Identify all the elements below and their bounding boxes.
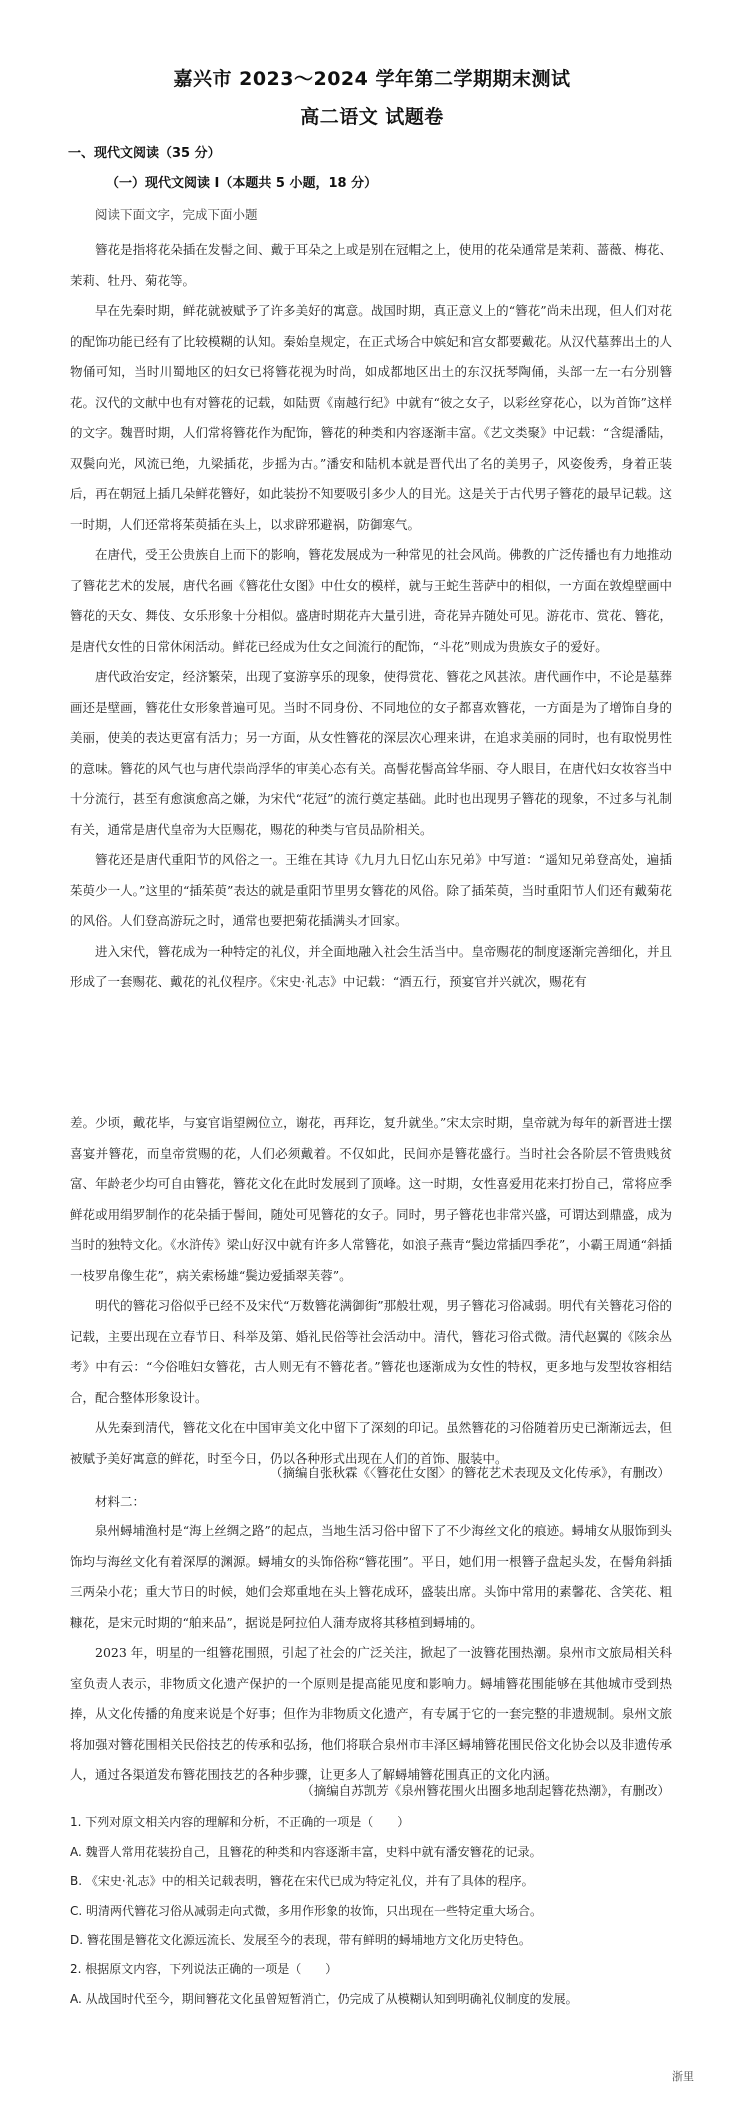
- paragraph: 从先秦到清代，簪花文化在中国审美文化中留下了深刻的印记。虽然簪花的习俗随着历史已渐渐远去，但被赋予美好寓意的鲜花，时至今日，仍以各种形式出现在人们的首饰、服装中。: [70, 1420, 672, 1466]
- material2-body: [70, 1516, 672, 1791]
- option-b[interactable]: B. 《宋史·礼志》中的相关记载表明，簪花在宋代已成为特定礼仪，并有了具体的程序。: [70, 1874, 534, 1888]
- paragraph: 簪花还是唐代重阳节的风俗之一。王维在其诗《九月九日忆山东兄弟》中写道：“遥知兄弟登高处，遍插茱萸少一人。”这里的“插茱萸”表达的就是重阳节里男女簪花的风俗。除了插茱萸，当时重阳节人们还有戴菊花的风俗。人们登高游玩之时，通常也要把菊花插满头才回家。: [70, 852, 672, 928]
- option-d[interactable]: D. 簪花围是簪花文化源远流长、发展至今的表现，带有鲜明的蟳埔地方文化历史特色。: [70, 1933, 531, 1947]
- subsection-heading: （一）现代文阅读 I（本题共 5 小题，18 分）: [106, 176, 378, 191]
- paragraph: 2023 年，明星的一组簪花围照，引起了社会的广泛关注，掀起了一波簪花围热潮。泉州市文旅局相关科室负责人表示，非物质文化遗产保护的一个原则是提高能见度和影响力。蟳埔簪花围能够在其他城市受到热捧，从文化传播的角度来说是个好事；但作为非物质文化遗产，有专属于它的一套完整的非遗规制。泉州文旅将加强对簪花围相关民俗技艺的传承和弘扬，他们将联合泉州市丰泽区蟳埔簪花围民俗文化协会以及非遗传承人，通过各渠道发布簪花围技艺的各种步骤，让更多人了解蟳埔簪花围真正的文化内涵。: [70, 1645, 672, 1782]
- paragraph: 明代的簪花习俗似乎已经不及宋代“万数簪花满御街”那般壮观，男子簪花习俗减弱。明代有关簪花习俗的记载，主要出现在立春节日、科举及第、婚礼民俗等社会活动中。清代，簪花习俗式微。清代赵翼的《陔余丛考》中有云：“今俗唯妇女簪花，古人则无有不簪花者。”簪花也逐渐成为女性的特权，更多地与发型妆容相结合，配合整体形象设计。: [70, 1298, 672, 1405]
- paragraph: 进入宋代，簪花成为一种特定的礼仪，并全面地融入社会生活当中。皇帝赐花的制度逐渐完善细化，并且形成了一套赐花、戴花的礼仪程序。《宋史·礼志》中记载：“酒五行，预宴官并兴就次，赐花有: [70, 943, 672, 989]
- material2-citation: （摘编自苏凯芳《泉州簪花围火出圈多地刮起簪花热潮》，有删改）: [301, 1783, 670, 1798]
- material1-citation: （摘编自张秋霖《〈簪花仕女图〉的簪花艺术表现及文化传承》，有删改）: [269, 1465, 670, 1480]
- material1-part-b: [70, 1108, 672, 1474]
- option-c[interactable]: C. 明清两代簪花习俗从减弱走向式微，多用作形象的妆饰，只出现在一些特定重大场合。: [70, 1903, 543, 1918]
- paragraph: 唐代政治安定，经济繁荣，出现了宴游享乐的现象，使得赏花、簪花之风甚浓。唐代画作中，不论是墓葬画还是壁画，簪花仕女形象普遍可见。当时不同身份、不同地位的女子都喜欢簪花，一方面是为了增饰自身的美丽，使美的表达更富有活力；另一方面，从女性簪花的深层次心理来讲，在追求美丽的同时，也有取悦男性的意味。簪花的风气也与唐代崇尚浮华的审美心态有关。高髻花髻高耸华丽、夺人眼目，在唐代妇女妆容当中十分流行，甚至有愈演愈高之嫌，为宋代“花冠”的流行奠定基础。此时也出现男子簪花的现象，不过多与礼制有关，通常是唐代皇帝为大臣赐花，赐花的种类与官员品阶相关。: [70, 669, 672, 837]
- paragraph: 在唐代，受王公贵族自上而下的影响，簪花发展成为一种常见的社会风尚。佛教的广泛传播也有力地推动了簪花艺术的发展，唐代名画《簪花仕女图》中仕女的模样，就与王蛇生菩萨中的相似，一方面在敦煌壁画中簪花的天女、舞伎、女乐形象十分相似。盛唐时期花卉大量引进，奇花异卉随处可见。游花市、赏花、簪花，是唐代女性的日常休闲活动。鲜花已经成为仕女之间流行的配饰，“斗花”则成为贵族女子的爱好。: [70, 547, 672, 654]
- option-a[interactable]: A. 从战国时代至今，期间簪花文化虽曾短暂消亡，仍完成了从模糊认知到明确礼仪制度的发展。: [70, 1991, 578, 2006]
- question-stem: 1. 下列对原文相关内容的理解和分析，不正确的一项是（ ）: [70, 1815, 410, 1829]
- paragraph: 泉州蟳埔渔村是“海上丝绸之路”的起点，当地生活习俗中留下了不少海丝文化的痕迹。蟳埔女从服饰到头饰均与海丝文化有着深厚的渊源。蟳埔女的头饰俗称“簪花围”。平日，她们用一根簪子盘起头发，在髻角斜插三两朵小花；重大节日的时候，她们会郑重地在头上簪花成环，盛装出席。头饰中常用的素馨花、含笑花、粗糠花，是宋元时期的“舶来品”，据说是阿拉伯人蒲寿宬将其移植到蟳埔的。: [70, 1523, 672, 1630]
- paragraph: 早在先秦时期，鲜花就被赋予了许多美好的寓意。战国时期，真正意义上的“簪花”尚未出现，但人们对花的配饰功能已经有了比较模糊的认知。秦始皇规定，在正式场合中嫔妃和宫女都要戴花。从汉代墓葬出土的人物俑可知，当时川蜀地区的妇女已将簪花视为时尚，如成都地区出土的东汉抚琴陶俑，头部一左一右分别簪花。汉代的文献中也有对簪花的记载，如陆贾《南越行纪》中就有“彼之女子，以彩丝穿花心，以为首饰”这样的文字。魏晋时期，人们常将簪花作为配饰，簪花的种类和内容逐渐丰富。《艺文类聚》中记载：“含缇潘陆，双鬓向光，风流已绝，九梁插花，步摇为古。”潘安和陆机本就是晋代出了名的美男子，风姿俊秀，身着正装后，再在朝冠上插几朵鲜花簪好，如此装扮不知要吸引多少人的目光。这是关于古代男子簪花的最早记载。这一时期，人们还常将茱萸插在头上，以求辟邪避祸，防御寒气。: [70, 303, 672, 532]
- paragraph: 差。少顷，戴花毕，与宴官诣望阙位立，谢花，再拜讫，复升就坐。”宋太宗时期，皇帝就为每年的新晋进士摆喜宴并簪花，而皇帝赏赐的花，人们必须戴着。不仅如此，民间亦是簪花盛行。当时社会各阶层不管贵贱贫富、年龄老少均可自由簪花，簪花文化在此时发展到了顶峰。这一时期，女性喜爱用花来打扮自己，常将应季鲜花或用绢罗制作的花朵插于髻间，随处可见簪花的女子。同时，男子簪花也非常兴盛，可谓达到鼎盛，成为当时的独特文化。《水浒传》梁山好汉中就有许多人常簪花，如浪子燕青“鬓边常插四季花”，小霸王周通“斜插一枝罗帛像生花”，病关索杨雄“鬓边爱插翠芙蓉”。: [70, 1115, 672, 1283]
- instruction-text: 阅读下面文字，完成下面小题: [95, 207, 258, 222]
- question-2: [70, 1955, 690, 2014]
- material1-part-a: [70, 235, 672, 998]
- exam-title: 嘉兴市 2023～2024 学年第二学期期末测试: [173, 68, 571, 90]
- paragraph: 簪花是指将花朵插在发髻之间、戴于耳朵之上或是别在冠帽之上，使用的花朵通常是茉莉、蔷薇、梅花、茉莉、牡丹、菊花等。: [70, 242, 672, 288]
- question-stem: 2. 根据原文内容，下列说法正确的一项是（ ）: [70, 1962, 338, 1976]
- material2-label: 材料二：: [95, 1494, 146, 1509]
- question-1: [70, 1808, 690, 1956]
- footer-mark: 浙里: [672, 2070, 694, 2083]
- section-heading: 一、现代文阅读（35 分）: [68, 146, 221, 161]
- exam-subtitle: 高二语文 试题卷: [300, 106, 444, 128]
- option-a[interactable]: A. 魏晋人常用花装扮自己，且簪花的种类和内容逐渐丰富，史料中就有潘安簪花的记录。: [70, 1844, 542, 1859]
